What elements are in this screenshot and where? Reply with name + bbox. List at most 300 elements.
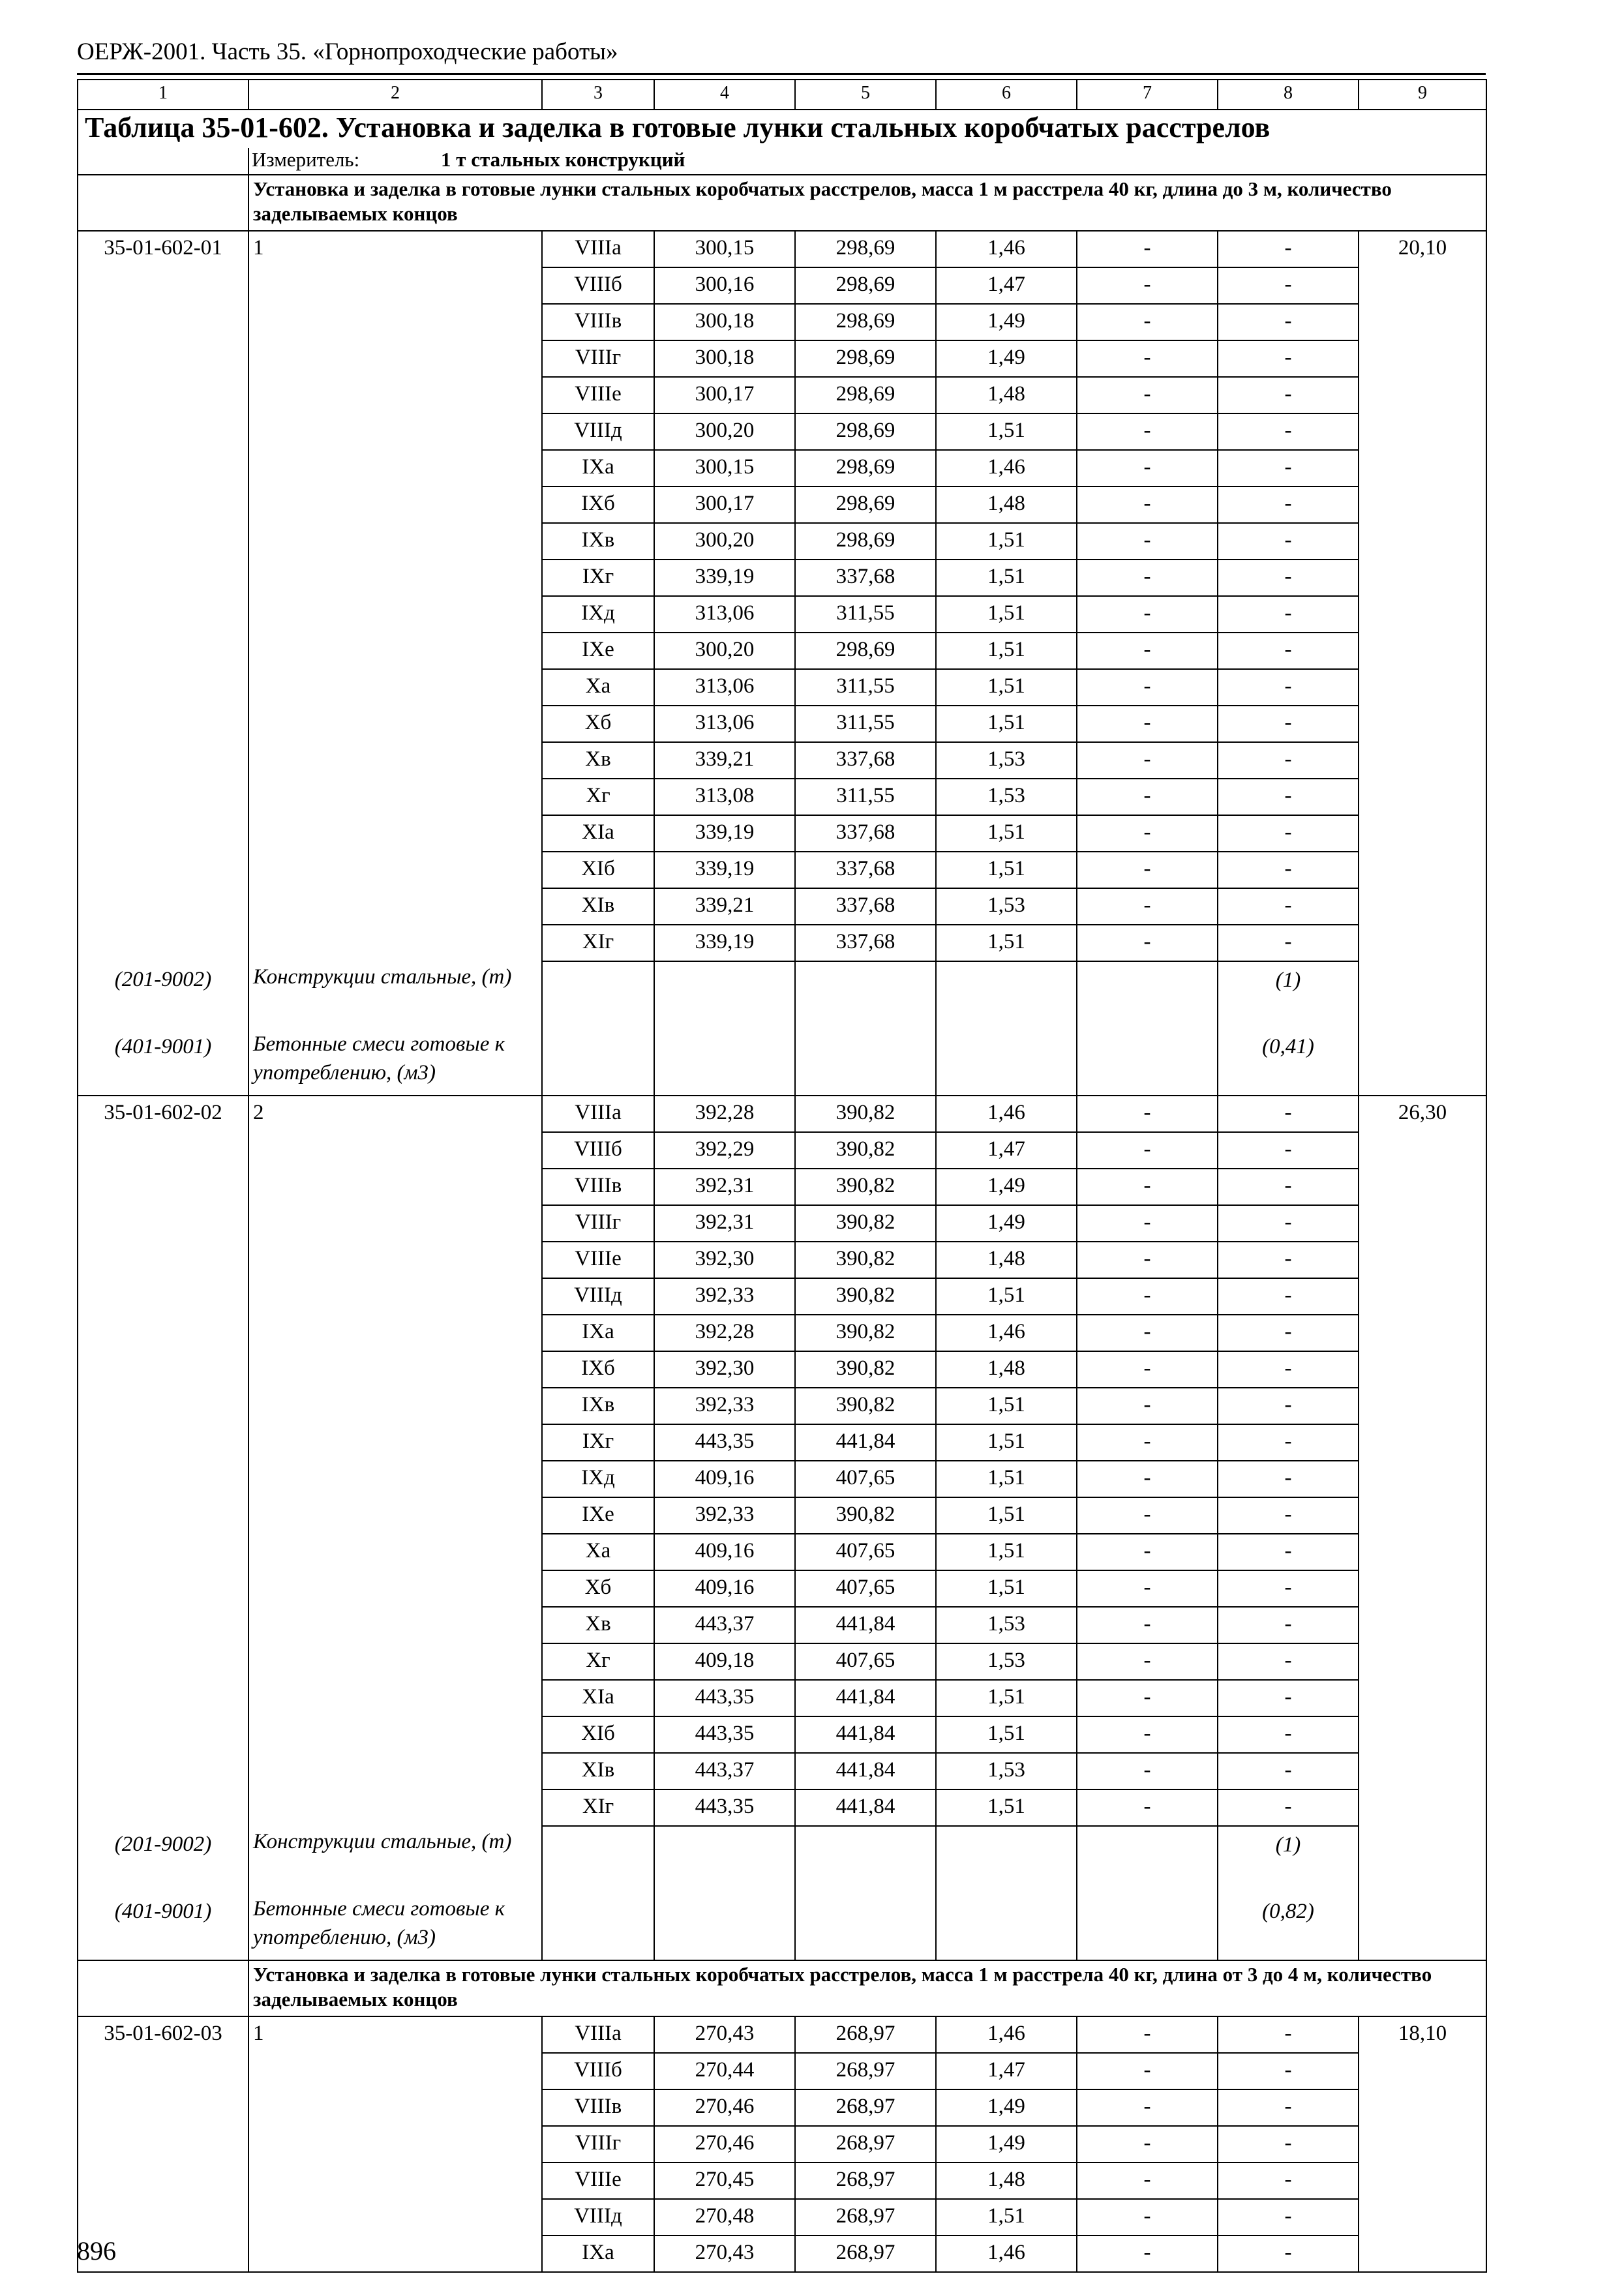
resource-empty-cell	[1359, 961, 1486, 1028]
machine-cost-cell: 1,53	[936, 1643, 1077, 1680]
resource-row	[78, 1893, 1486, 1960]
table-row	[78, 2016, 1486, 2053]
labor-cell-empty	[1359, 1461, 1486, 1497]
driver-wages-cell: -	[1077, 377, 1218, 413]
machine-cost-cell: 1,48	[936, 1351, 1077, 1388]
norm-param-empty	[248, 1753, 542, 1789]
driver-wages-cell: -	[1077, 925, 1218, 961]
unit-cell	[248, 148, 1486, 175]
total-cost-cell: 392,31	[654, 1205, 795, 1242]
norms-table	[77, 79, 1487, 2273]
driver-wages-cell: -	[1077, 1351, 1218, 1388]
labor-cell: 18,10	[1359, 2016, 1486, 2053]
zone-cell: Xа	[542, 669, 654, 706]
resource-empty-cell	[1077, 1028, 1218, 1096]
labor-cell-empty	[1359, 2089, 1486, 2126]
wages-cell: 407,65	[795, 1461, 936, 1497]
table-row	[78, 925, 1486, 961]
zone-cell: XIб	[542, 1716, 654, 1753]
wages-cell: 298,69	[795, 340, 936, 377]
norm-param-empty	[248, 2236, 542, 2272]
total-cost-cell: 409,16	[654, 1534, 795, 1570]
table-row	[78, 231, 1486, 267]
norm-code-empty	[78, 742, 248, 779]
table-row	[78, 1607, 1486, 1643]
wages-cell: 390,82	[795, 1096, 936, 1132]
zone-cell: VIIIг	[542, 340, 654, 377]
table-title: Таблица 35-01-602. Установка и заделка в готовые лунки стальных коробчатых расстрелов	[78, 110, 1486, 148]
driver-wages-cell: -	[1077, 560, 1218, 596]
table-row	[78, 1388, 1486, 1424]
labor-cell-empty	[1359, 1716, 1486, 1753]
resource-empty-cell	[542, 961, 654, 1028]
zone-cell: XIа	[542, 815, 654, 852]
norm-code-empty	[78, 1315, 248, 1351]
norm-param-empty	[248, 1716, 542, 1753]
total-cost-cell: 392,31	[654, 1169, 795, 1205]
norm-param-empty	[248, 1497, 542, 1534]
materials-cell: -	[1218, 1716, 1359, 1753]
norm-param-empty	[248, 633, 542, 669]
total-cost-cell: 270,43	[654, 2236, 795, 2272]
zone-cell: Xв	[542, 742, 654, 779]
norm-param-empty	[248, 413, 542, 450]
resource-empty-cell	[654, 1826, 795, 1893]
zone-cell: VIIIв	[542, 2089, 654, 2126]
wages-cell: 390,82	[795, 1132, 936, 1169]
resource-empty-cell	[654, 961, 795, 1028]
materials-cell: -	[1218, 560, 1359, 596]
total-cost-cell: 339,19	[654, 925, 795, 961]
total-cost-cell: 392,30	[654, 1242, 795, 1278]
driver-wages-cell: -	[1077, 1753, 1218, 1789]
labor-cell-empty	[1359, 1534, 1486, 1570]
table-row	[78, 267, 1486, 304]
wages-cell: 298,69	[795, 304, 936, 340]
wages-cell: 298,69	[795, 450, 936, 486]
zone-cell: VIIIа	[542, 2016, 654, 2053]
zone-cell: IXг	[542, 1424, 654, 1461]
machine-cost-cell: 1,46	[936, 231, 1077, 267]
norm-param-empty	[248, 1570, 542, 1607]
materials-cell: -	[1218, 267, 1359, 304]
labor-cell-empty	[1359, 450, 1486, 486]
resource-empty-cell	[1077, 1893, 1218, 1960]
materials-cell: -	[1218, 2089, 1359, 2126]
resource-name: Бетонные смеси готовые к употреблению, (м3)	[248, 1893, 542, 1960]
resource-empty-cell	[795, 1028, 936, 1096]
total-cost-cell: 392,28	[654, 1096, 795, 1132]
norm-param-empty	[248, 2162, 542, 2199]
table-row	[78, 2236, 1486, 2272]
labor-cell-empty	[1359, 413, 1486, 450]
materials-cell: -	[1218, 1789, 1359, 1826]
machine-cost-cell: 1,51	[936, 1424, 1077, 1461]
driver-wages-cell: -	[1077, 1278, 1218, 1315]
zone-cell: IXд	[542, 596, 654, 633]
column-number: 4	[654, 80, 795, 110]
total-cost-cell: 339,19	[654, 815, 795, 852]
table-row	[78, 2199, 1486, 2236]
materials-cell: -	[1218, 377, 1359, 413]
zone-cell: XIб	[542, 852, 654, 888]
total-cost-cell: 300,20	[654, 633, 795, 669]
driver-wages-cell: -	[1077, 486, 1218, 523]
wages-cell: 268,97	[795, 2053, 936, 2089]
table-row	[78, 2162, 1486, 2199]
norm-code-empty	[78, 2089, 248, 2126]
labor-cell-empty	[1359, 2199, 1486, 2236]
materials-cell: -	[1218, 1643, 1359, 1680]
norm-code-empty	[78, 1607, 248, 1643]
total-cost-cell: 392,33	[654, 1388, 795, 1424]
resource-empty-cell	[654, 1028, 795, 1096]
machine-cost-cell: 1,49	[936, 2126, 1077, 2162]
norm-code-empty	[78, 1461, 248, 1497]
labor-cell-empty	[1359, 596, 1486, 633]
norm-param-empty	[248, 1424, 542, 1461]
zone-cell: VIIIа	[542, 231, 654, 267]
column-number: 1	[78, 80, 248, 110]
materials-cell: -	[1218, 1132, 1359, 1169]
norm-param-empty	[248, 1789, 542, 1826]
materials-cell: -	[1218, 1607, 1359, 1643]
wages-cell: 390,82	[795, 1497, 936, 1534]
driver-wages-cell: -	[1077, 340, 1218, 377]
zone-cell: VIIIе	[542, 1242, 654, 1278]
driver-wages-cell: -	[1077, 450, 1218, 486]
materials-cell: -	[1218, 925, 1359, 961]
resource-quantity: (0,41)	[1218, 1028, 1359, 1096]
resource-empty-cell	[542, 1028, 654, 1096]
column-number: 7	[1077, 80, 1218, 110]
table-row	[78, 706, 1486, 742]
norm-code-empty	[78, 1351, 248, 1388]
driver-wages-cell: -	[1077, 1132, 1218, 1169]
total-cost-cell: 300,18	[654, 304, 795, 340]
zone-cell: VIIIд	[542, 413, 654, 450]
materials-cell: -	[1218, 450, 1359, 486]
norm-code-empty	[78, 486, 248, 523]
machine-cost-cell: 1,51	[936, 413, 1077, 450]
table-body	[78, 80, 1486, 2272]
machine-cost-cell: 1,51	[936, 2199, 1077, 2236]
norm-code-empty	[78, 925, 248, 961]
norm-code: 35-01-602-01	[78, 231, 248, 267]
table-row	[78, 340, 1486, 377]
machine-cost-cell: 1,46	[936, 1096, 1077, 1132]
column-number-row	[78, 80, 1486, 110]
table-row	[78, 742, 1486, 779]
materials-cell: -	[1218, 1680, 1359, 1716]
norm-param-empty	[248, 669, 542, 706]
norm-param: 2	[248, 1096, 542, 1132]
machine-cost-cell: 1,51	[936, 815, 1077, 852]
wages-cell: 407,65	[795, 1570, 936, 1607]
resource-row	[78, 961, 1486, 1028]
materials-cell: -	[1218, 1570, 1359, 1607]
table-row	[78, 779, 1486, 815]
resource-quantity: (1)	[1218, 1826, 1359, 1893]
norm-param-empty	[248, 1205, 542, 1242]
materials-cell: -	[1218, 1242, 1359, 1278]
machine-cost-cell: 1,47	[936, 1132, 1077, 1169]
zone-cell: VIIIб	[542, 2053, 654, 2089]
total-cost-cell: 443,37	[654, 1753, 795, 1789]
driver-wages-cell: -	[1077, 888, 1218, 925]
driver-wages-cell: -	[1077, 596, 1218, 633]
resource-code: (401-9001)	[78, 1028, 248, 1096]
total-cost-cell: 270,46	[654, 2126, 795, 2162]
machine-cost-cell: 1,53	[936, 1607, 1077, 1643]
zone-cell: VIIIв	[542, 1169, 654, 1205]
norm-code-empty	[78, 2162, 248, 2199]
table-row	[78, 1205, 1486, 1242]
wages-cell: 407,65	[795, 1643, 936, 1680]
norm-code-empty	[78, 1716, 248, 1753]
norm-param-empty	[248, 2199, 542, 2236]
section-heading-spacer	[78, 1960, 248, 2016]
total-cost-cell: 443,35	[654, 1789, 795, 1826]
driver-wages-cell: -	[1077, 1789, 1218, 1826]
norm-param-empty	[248, 596, 542, 633]
labor-cell-empty	[1359, 1680, 1486, 1716]
norm-code-empty	[78, 1242, 248, 1278]
wages-cell: 390,82	[795, 1351, 936, 1388]
wages-cell: 337,68	[795, 742, 936, 779]
wages-cell: 268,97	[795, 2016, 936, 2053]
total-cost-cell: 443,35	[654, 1716, 795, 1753]
labor-cell-empty	[1359, 1789, 1486, 1826]
machine-cost-cell: 1,48	[936, 486, 1077, 523]
labor-cell-empty	[1359, 340, 1486, 377]
wages-cell: 268,97	[795, 2126, 936, 2162]
wages-cell: 390,82	[795, 1169, 936, 1205]
zone-cell: IXа	[542, 1315, 654, 1351]
machine-cost-cell: 1,51	[936, 1278, 1077, 1315]
resource-empty-cell	[654, 1893, 795, 1960]
total-cost-cell: 270,45	[654, 2162, 795, 2199]
total-cost-cell: 392,33	[654, 1497, 795, 1534]
machine-cost-cell: 1,48	[936, 377, 1077, 413]
machine-cost-cell: 1,48	[936, 1242, 1077, 1278]
zone-cell: Xг	[542, 779, 654, 815]
table-row	[78, 1716, 1486, 1753]
zone-cell: XIг	[542, 1789, 654, 1826]
driver-wages-cell: -	[1077, 2199, 1218, 2236]
materials-cell: -	[1218, 523, 1359, 560]
driver-wages-cell: -	[1077, 1570, 1218, 1607]
norm-param-empty	[248, 340, 542, 377]
wages-cell: 311,55	[795, 706, 936, 742]
machine-cost-cell: 1,46	[936, 450, 1077, 486]
table-row	[78, 2053, 1486, 2089]
norm-param-empty	[248, 1534, 542, 1570]
unit-value: 1 т стальных конструкций	[441, 148, 685, 171]
driver-wages-cell: -	[1077, 1497, 1218, 1534]
norm-code-empty	[78, 413, 248, 450]
norm-param-empty	[248, 779, 542, 815]
norm-param-empty	[248, 1607, 542, 1643]
table-row	[78, 852, 1486, 888]
driver-wages-cell: -	[1077, 304, 1218, 340]
materials-cell: -	[1218, 304, 1359, 340]
zone-cell: IXг	[542, 560, 654, 596]
norm-code: 35-01-602-03	[78, 2016, 248, 2053]
norm-param-empty	[248, 2089, 542, 2126]
table-row	[78, 1315, 1486, 1351]
table-row	[78, 1242, 1486, 1278]
norm-param: 1	[248, 2016, 542, 2053]
materials-cell: -	[1218, 1424, 1359, 1461]
section-heading-row	[78, 1960, 1486, 2016]
table-row	[78, 304, 1486, 340]
labor-cell-empty	[1359, 560, 1486, 596]
table-row	[78, 633, 1486, 669]
total-cost-cell: 313,06	[654, 706, 795, 742]
table-row	[78, 1789, 1486, 1826]
resource-code: (201-9002)	[78, 1826, 248, 1893]
norm-param-empty	[248, 1132, 542, 1169]
table-row	[78, 1534, 1486, 1570]
norm-code-empty	[78, 1388, 248, 1424]
machine-cost-cell: 1,48	[936, 2162, 1077, 2199]
column-number: 5	[795, 80, 936, 110]
driver-wages-cell: -	[1077, 706, 1218, 742]
materials-cell: -	[1218, 742, 1359, 779]
zone-cell: VIIIг	[542, 2126, 654, 2162]
driver-wages-cell: -	[1077, 1643, 1218, 1680]
total-cost-cell: 409,16	[654, 1570, 795, 1607]
table-row	[78, 596, 1486, 633]
norm-code-empty	[78, 1570, 248, 1607]
norm-param-empty	[248, 267, 542, 304]
driver-wages-cell: -	[1077, 1096, 1218, 1132]
machine-cost-cell: 1,51	[936, 1570, 1077, 1607]
resource-empty-cell	[795, 1893, 936, 1960]
labor-cell-empty	[1359, 1753, 1486, 1789]
labor-cell-empty	[1359, 267, 1486, 304]
norm-code-empty	[78, 669, 248, 706]
zone-cell: IXд	[542, 1461, 654, 1497]
machine-cost-cell: 1,49	[936, 340, 1077, 377]
norm-code-empty	[78, 304, 248, 340]
driver-wages-cell: -	[1077, 669, 1218, 706]
section-heading-spacer	[78, 175, 248, 231]
table-row	[78, 377, 1486, 413]
wages-cell: 390,82	[795, 1278, 936, 1315]
labor-cell-empty	[1359, 1132, 1486, 1169]
zone-cell: Xб	[542, 1570, 654, 1607]
total-cost-cell: 300,18	[654, 340, 795, 377]
wages-cell: 337,68	[795, 888, 936, 925]
labor-cell-empty	[1359, 523, 1486, 560]
labor-cell-empty	[1359, 852, 1486, 888]
norm-code-empty	[78, 706, 248, 742]
labor-cell-empty	[1359, 1205, 1486, 1242]
norm-code-empty	[78, 1534, 248, 1570]
machine-cost-cell: 1,49	[936, 304, 1077, 340]
labor-cell-empty	[1359, 1315, 1486, 1351]
resource-empty-cell	[542, 1893, 654, 1960]
norm-param-empty	[248, 1351, 542, 1388]
machine-cost-cell: 1,53	[936, 742, 1077, 779]
total-cost-cell: 392,30	[654, 1351, 795, 1388]
labor-cell-empty	[1359, 925, 1486, 961]
resource-code: (401-9001)	[78, 1893, 248, 1960]
materials-cell: -	[1218, 2053, 1359, 2089]
norm-param-empty	[248, 888, 542, 925]
wages-cell: 337,68	[795, 560, 936, 596]
zone-cell: IXб	[542, 486, 654, 523]
norm-code-empty	[78, 560, 248, 596]
header-rule	[77, 73, 1486, 75]
table-row	[78, 1753, 1486, 1789]
materials-cell: -	[1218, 2126, 1359, 2162]
driver-wages-cell: -	[1077, 742, 1218, 779]
materials-cell: -	[1218, 1534, 1359, 1570]
machine-cost-cell: 1,51	[936, 1534, 1077, 1570]
norm-code-empty	[78, 523, 248, 560]
norm-code-empty	[78, 852, 248, 888]
labor-cell-empty	[1359, 1643, 1486, 1680]
total-cost-cell: 300,20	[654, 523, 795, 560]
labor-cell-empty	[1359, 1351, 1486, 1388]
total-cost-cell: 300,17	[654, 486, 795, 523]
machine-cost-cell: 1,51	[936, 1680, 1077, 1716]
total-cost-cell: 300,20	[654, 413, 795, 450]
machine-cost-cell: 1,51	[936, 596, 1077, 633]
table-row	[78, 1351, 1486, 1388]
section-heading: Установка и заделка в готовые лунки стальных коробчатых расстрелов, масса 1 м расстрела 40 кг, длина до 3 м, количество заделываемых концов	[248, 175, 1486, 231]
norm-param: 1	[248, 231, 542, 267]
wages-cell: 311,55	[795, 596, 936, 633]
driver-wages-cell: -	[1077, 231, 1218, 267]
materials-cell: -	[1218, 852, 1359, 888]
driver-wages-cell: -	[1077, 1461, 1218, 1497]
table-row	[78, 2089, 1486, 2126]
labor-cell-empty	[1359, 1570, 1486, 1607]
labor-cell-empty	[1359, 1424, 1486, 1461]
wages-cell: 390,82	[795, 1242, 936, 1278]
zone-cell: Xг	[542, 1643, 654, 1680]
machine-cost-cell: 1,51	[936, 1789, 1077, 1826]
wages-cell: 268,97	[795, 2199, 936, 2236]
norm-code-empty	[78, 1789, 248, 1826]
materials-cell: -	[1218, 1461, 1359, 1497]
total-cost-cell: 300,15	[654, 231, 795, 267]
table-row	[78, 486, 1486, 523]
section-heading-row	[78, 175, 1486, 231]
resource-empty-cell	[795, 1826, 936, 1893]
labor-cell-empty	[1359, 2053, 1486, 2089]
zone-cell: XIг	[542, 925, 654, 961]
norm-param-empty	[248, 1461, 542, 1497]
table-row	[78, 1461, 1486, 1497]
norm-code-empty	[78, 267, 248, 304]
labor-cell-empty	[1359, 1278, 1486, 1315]
labor-cell-empty	[1359, 377, 1486, 413]
wages-cell: 390,82	[795, 1315, 936, 1351]
machine-cost-cell: 1,51	[936, 523, 1077, 560]
driver-wages-cell: -	[1077, 2126, 1218, 2162]
column-number: 3	[542, 80, 654, 110]
unit-row	[78, 148, 1486, 175]
driver-wages-cell: -	[1077, 815, 1218, 852]
norm-param-empty	[248, 1169, 542, 1205]
total-cost-cell: 300,15	[654, 450, 795, 486]
norm-code-empty	[78, 1132, 248, 1169]
